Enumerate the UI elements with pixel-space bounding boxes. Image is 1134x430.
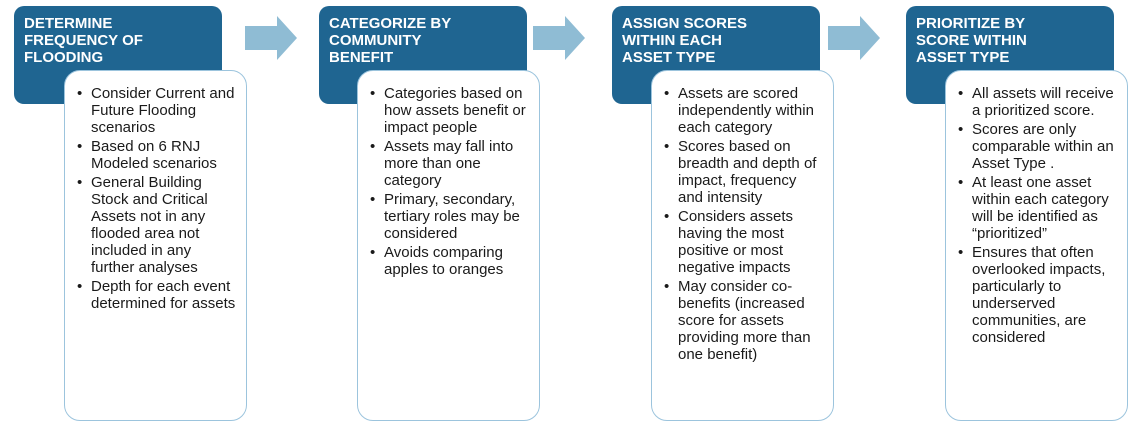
arrow-right-icon [531, 14, 587, 62]
step-4-bullet: • All assets will receive a prioritized score. [956, 85, 1117, 119]
step-3-bullet: • Considers assets having the most positive or most negative impacts [662, 208, 823, 276]
step-3-bullet: • Scores based on breadth and depth of impact, frequency and intensity [662, 138, 823, 206]
step-1-bullet: • General Building Stock and Critical Assets not in any flooded area not included in any further analyses [75, 174, 236, 276]
step-4-title: PRIORITIZE BY SCORE WITHIN ASSET TYPE [916, 15, 1027, 66]
step-3-title: ASSIGN SCORES WITHIN EACH ASSET TYPE [622, 15, 748, 66]
step-2-bullet: • Categories based on how assets benefit or impact people [368, 85, 529, 136]
step-4-bullet: • Ensures that often overlooked impacts, particularly to underserved communities, are considered [956, 244, 1117, 346]
arrow-right-icon [826, 14, 882, 62]
step-2-bullet: • Assets may fall into more than one category [368, 138, 529, 189]
step-1-bullet: • Consider Current and Future Flooding scenarios [75, 85, 236, 136]
step-2-title: CATEGORIZE BY COMMUNITY BENEFIT [329, 15, 451, 66]
step-1-bullet: • Depth for each event determined for assets [75, 278, 236, 312]
step-2-bullet: • Avoids comparing apples to oranges [368, 244, 529, 278]
step-4-bullet: • Scores are only comparable within an Asset Type . [956, 121, 1117, 172]
step-3-bullet: • May consider co-benefits (increased score for assets providing more than one benefit) [662, 278, 823, 363]
step-1-title: DETERMINE FREQUENCY OF FLOODING [24, 15, 143, 66]
step-3-details [651, 70, 834, 421]
step-4-details [945, 70, 1128, 421]
step-3-bullet: • Assets are scored independently within each category [662, 85, 823, 136]
step-4-bullet: • At least one asset within each category will be identified as “prioritized” [956, 174, 1117, 242]
step-2-bullet: • Primary, secondary, tertiary roles may be considered [368, 191, 529, 242]
step-1-bullet: • Based on 6 RNJ Modeled scenarios [75, 138, 236, 172]
step-2-details [357, 70, 540, 421]
arrow-right-icon [243, 14, 299, 62]
step-1-details [64, 70, 247, 421]
